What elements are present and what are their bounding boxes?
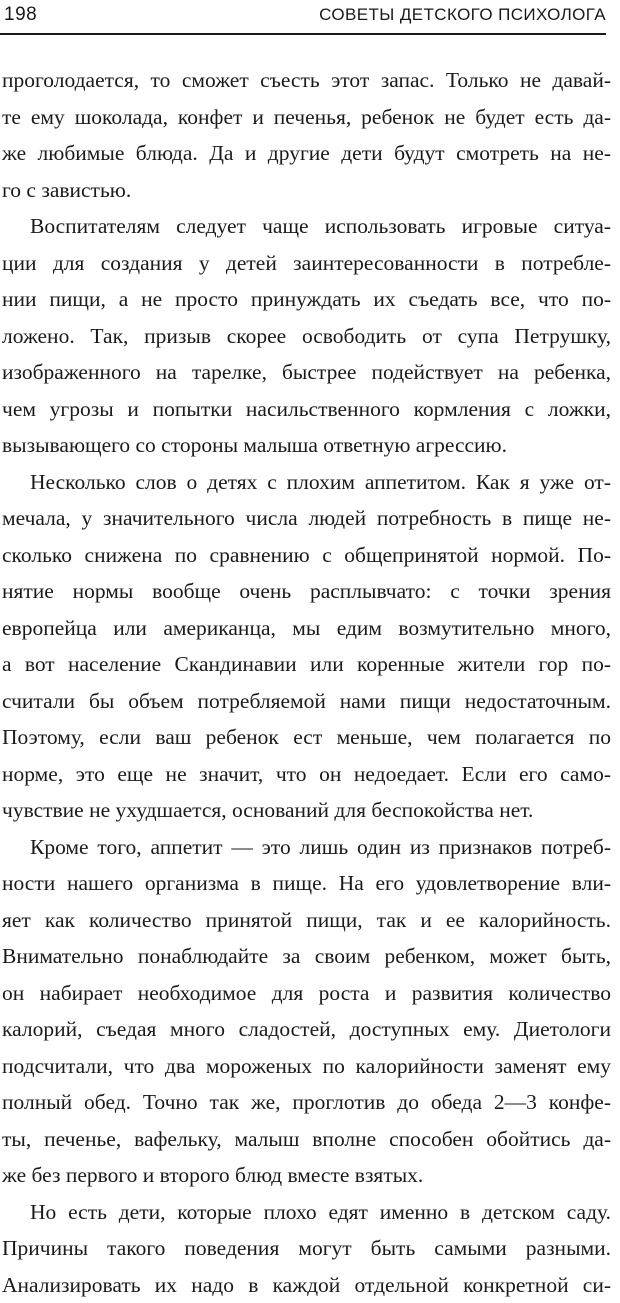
header-rule [0,33,606,35]
text-line: ности нашего организма в пище. На его удовлетворение вли- [2,865,611,902]
text-line: мечала, у значительного числа людей потребность в пище не- [2,500,611,537]
text-line: проголодается, то сможет съесть этот запас. Только не давай- [2,62,611,99]
text-line: европейца или американца, мы едим возмутительно много, [2,610,611,647]
text-line: норме, это еще не значит, что он недоедает. Если его само- [2,756,611,793]
text-line: нятие нормы вообще очень расплывчато: с точки зрения [2,573,611,610]
page-header [0,0,620,34]
text-line: ции для создания у детей заинтересованности в потребле- [2,245,611,282]
text-line: калорий, съедая много сладостей, доступных ему. Диетологи [2,1011,611,1048]
text-line: те ему шоколада, конфет и печенья, ребенок не будет есть да- [2,99,611,136]
text-line: а вот население Скандинавии или коренные жители гор по- [2,646,611,683]
text-line: считали бы объем потребляемой нами пищи недостаточным. [2,683,611,720]
text-line: нии пищи, а не просто принуждать их съедать все, что по- [2,281,611,318]
text-line: чем угрозы и попытки насильственного кормления с ложки, [2,391,611,428]
text-line: он набирает необходимое для роста и развития количество [2,975,611,1012]
text-line: же любимые блюда. Да и другие дети будут смотреть на не- [2,135,611,172]
text-line: Но есть дети, которые плохо едят именно в детском саду. [2,1194,611,1231]
text-line: же без первого и второго блюд вместе взятых. [2,1157,611,1194]
body-text [2,62,611,1303]
running-title: СОВЕТЫ ДЕТСКОГО ПСИХОЛОГА [319,5,606,25]
page-number: 198 [4,4,37,26]
text-line: ты, печенье, вафельку, малыш вполне способен обойтись да- [2,1121,611,1158]
text-line: изображенного на тарелке, быстрее подействует на ребенка, [2,354,611,391]
text-line: ложено. Так, призыв скорее освободить от супа Петрушку, [2,318,611,355]
text-line: Внимательно понаблюдайте за своим ребенком, может быть, [2,938,611,975]
text-line: подсчитали, что два мороженых по калорийности заменят ему [2,1048,611,1085]
text-line: сколько снижена по сравнению с общепринятой нормой. По- [2,537,611,574]
text-line: го с завистью. [2,172,611,209]
text-line: Анализировать их надо в каждой отдельной конкретной си- [2,1267,611,1303]
text-line: Кроме того, аппетит — это лишь один из признаков потреб- [2,829,611,866]
text-line: яет как количество принятой пищи, так и ее калорийность. [2,902,611,939]
text-line: Поэтому, если ваш ребенок ест меньше, чем полагается по [2,719,611,756]
text-line: чувствие не ухудшается, оснований для беспокойства нет. [2,792,611,829]
text-line: Причины такого поведения могут быть самыми разными. [2,1230,611,1267]
text-line: вызывающего со стороны малыша ответную агрессию. [2,427,611,464]
text-line: Несколько слов о детях с плохим аппетитом. Как я уже от- [2,464,611,501]
text-line: полный обед. Точно так же, проглотив до обеда 2—3 конфе- [2,1084,611,1121]
text-line: Воспитателям следует чаще использовать игровые ситуа- [2,208,611,245]
